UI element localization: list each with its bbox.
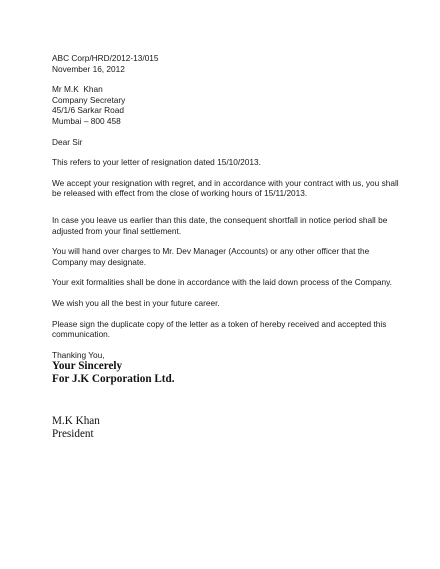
closing-thanks: Thanking You, [52,349,105,360]
letter-date: November 16, 2012 [52,63,125,74]
reference-number: ABC Corp/HRD/2012-13/015 [52,53,159,63]
paragraph-3-line-1: In case you leave us earlier than this date, the consequent shortfall in notice period shall be [52,214,388,225]
paragraph-4-line-1: You will hand over charges to Mr. Dev Manager (Accounts) or any other officer that the [52,246,370,257]
recipient-name: Mr M.K Khan [52,84,103,95]
letter-page [52,53,402,440]
paragraph-3 [52,215,402,236]
recipient-address [52,84,402,126]
recipient-title: Company Secretary [52,94,126,105]
paragraph-2 [52,178,402,199]
closing-company: For J.K Corporation Ltd. [52,372,175,385]
paragraph-7 [52,319,402,340]
paragraph-4 [52,246,402,267]
paragraph-4-line-2: Company may designate. [52,256,147,267]
signature-block [52,415,402,440]
paragraph-7-line-2: communication. [52,329,111,340]
address-line-1: 45/1/6 Sarkar Road [52,105,124,116]
salutation: Dear Sir [52,136,83,147]
paragraph-1: This refers to your letter of resignation dated 15/10/2013. [52,157,261,168]
paragraph-6: We wish you all the best in your future career. [52,297,220,308]
closing-sincerely: Your Sincerely [52,360,123,373]
address-line-2: Mumbai – 800 458 [52,115,121,126]
signatory-title: President [52,427,94,440]
paragraph-7-line-1: Please sign the duplicate copy of the letter as a token of hereby received and accepted this [52,318,387,329]
paragraph-3-line-2: adjusted from your final settlement. [52,225,182,236]
closing-block [52,350,402,385]
paragraph-2-line-1: We accept your resignation with regret, and in accordance with your contract with us, you shall [52,177,399,188]
letter-header [52,53,402,74]
signatory-name: M.K Khan [52,415,100,428]
paragraph-5: Your exit formalities shall be done in accordance with the laid down process of the Company. [52,277,392,288]
paragraph-2-line-2: be released with effect from the close of working hours of 15/11/2013. [52,188,308,199]
